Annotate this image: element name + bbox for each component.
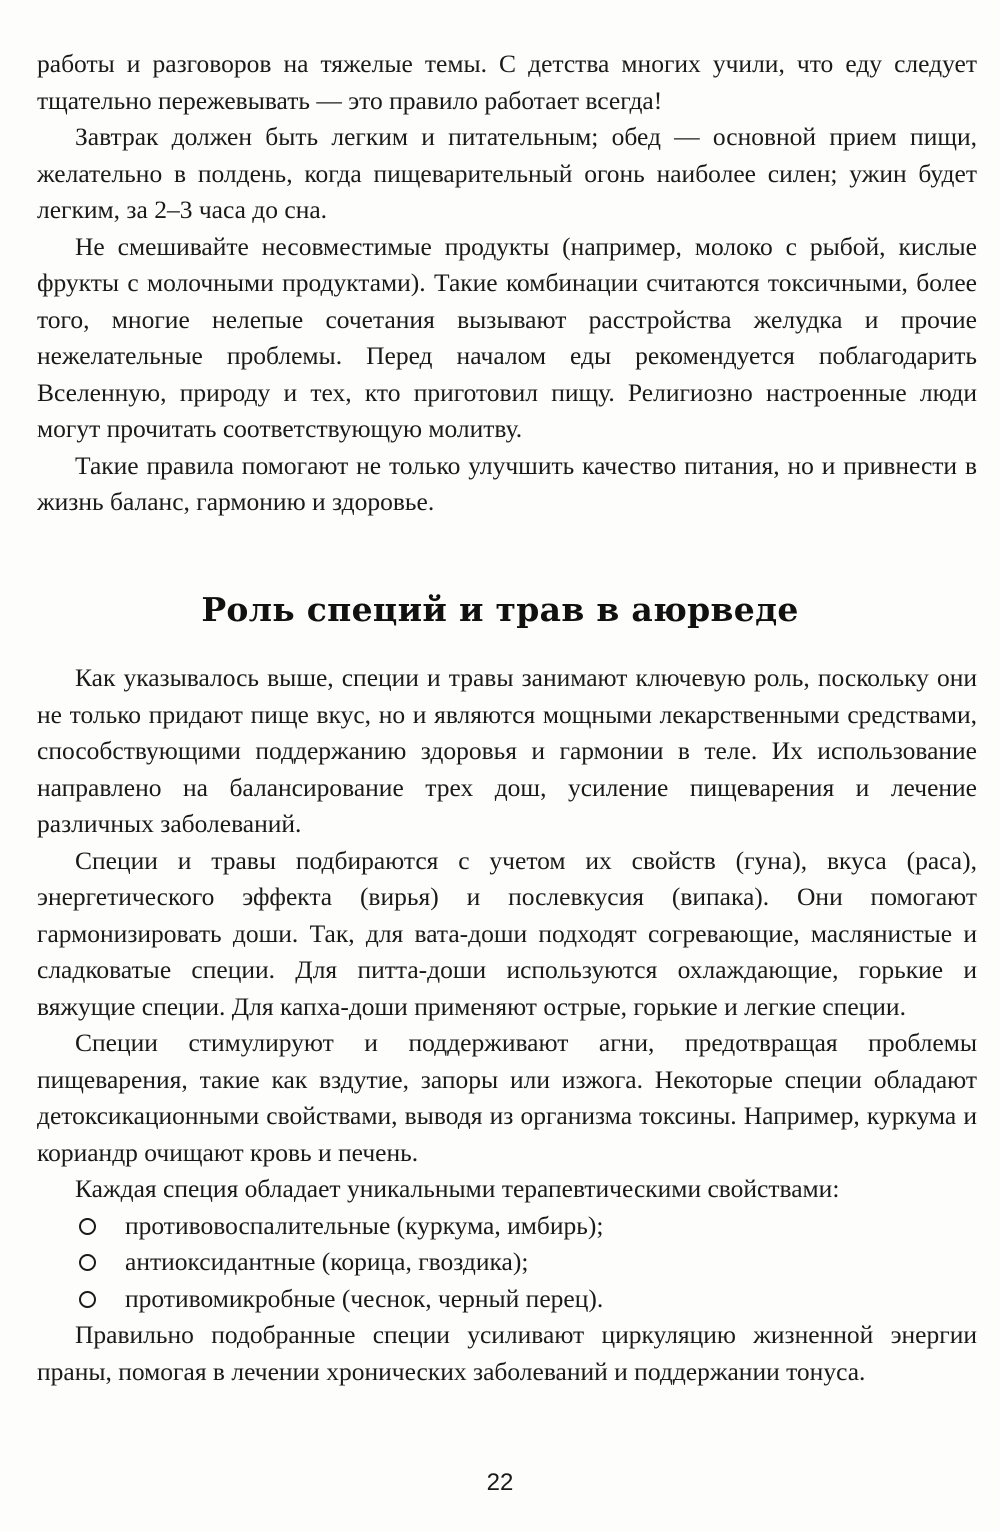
list-item-text: противомикробные (чеснок, черный перец). xyxy=(125,1283,604,1313)
page-number: 22 xyxy=(486,1469,514,1496)
paragraph: Каждая специя обладает уникальными терапевтическими свойствами: xyxy=(75,1174,840,1203)
paragraph: Такие правила помогают не только улучшить качество питания, но и привнести в жизнь баланс, гармонию и здоровье. xyxy=(37,450,977,516)
section-heading: Роль специй и трав в аюрведе xyxy=(201,590,799,629)
list-item xyxy=(37,1208,977,1245)
list-item-text: противовоспалительные (куркума, имбирь); xyxy=(125,1210,604,1240)
circle-bullet-icon xyxy=(79,1291,96,1308)
list-item-text: антиоксидантные (корица, гвоздика); xyxy=(125,1247,529,1276)
list-item xyxy=(37,1281,977,1318)
paragraph: Как указывалось выше, специи и травы занимают ключевую роль, поскольку они не только придают пище вкус, но и являются мощными лекарственными средствами, способствующими поддержанию здоровья и гармонии в теле. Их использование направлено на балансирование трех дош, усиление пищеварения и лечение различных заболеваний. xyxy=(37,663,977,838)
circle-bullet-icon xyxy=(79,1218,96,1235)
circle-bullet-icon xyxy=(79,1254,96,1271)
properties-list xyxy=(37,1208,977,1318)
paragraph: Не смешивайте несовместимые продукты (например, молоко с рыбой, кислые фрукты с молочными продуктами). Такие комбинации считаются токсичными, более того, многие нелепые сочетания вызывают расстройства желудка и прочие нежелательные проблемы. Перед началом еды рекомендуется поблагодарить Вселенную, природу и тех, кто приготовил пищу. Религиозно настроенные люди могут прочитать соответствующую молитву. xyxy=(37,231,977,443)
continued-paragraph: работы и разговоров на тяжелые темы. С детства многих учили, что еду следует тщательно пережевывать — это правило работает всегда! xyxy=(37,49,977,115)
paragraph: Завтрак должен быть легким и питательным; обед — основной прием пищи, желательно в полдень, когда пищеварительный огонь наиболее силен; ужин будет легким, за 2–3 часа до сна. xyxy=(37,122,977,224)
section-2-body xyxy=(37,660,977,1390)
paragraph: Специи и травы подбираются с учетом их свойств (гуна), вкуса (раса), энергетического эффекта (вирья) и послевкусия (випака). Они помогают гармонизировать доши. Так, для вата-доши подходят согревающие, маслянистые и сладковатые специи. Для питта-доши используются охлаждающие, горькие и вяжущие специи. Для капха-доши применяют острые, горькие и легкие специи. xyxy=(37,845,977,1021)
paragraph: Правильно подобранные специи усиливают циркуляцию жизненной энергии праны, помогая в лечении хронических заболеваний и поддержании тонуса. xyxy=(37,1320,977,1386)
paragraph: Специи стимулируют и поддерживают агни, предотвращая проблемы пищеварения, такие как вздутие, запоры или изжога. Некоторые специи обладают детоксикационными свойствами, выводя из организма токсины. Например, куркума и кориандр очищают кровь и печень. xyxy=(37,1028,977,1167)
section-1-body xyxy=(37,46,977,521)
list-item xyxy=(37,1244,977,1281)
